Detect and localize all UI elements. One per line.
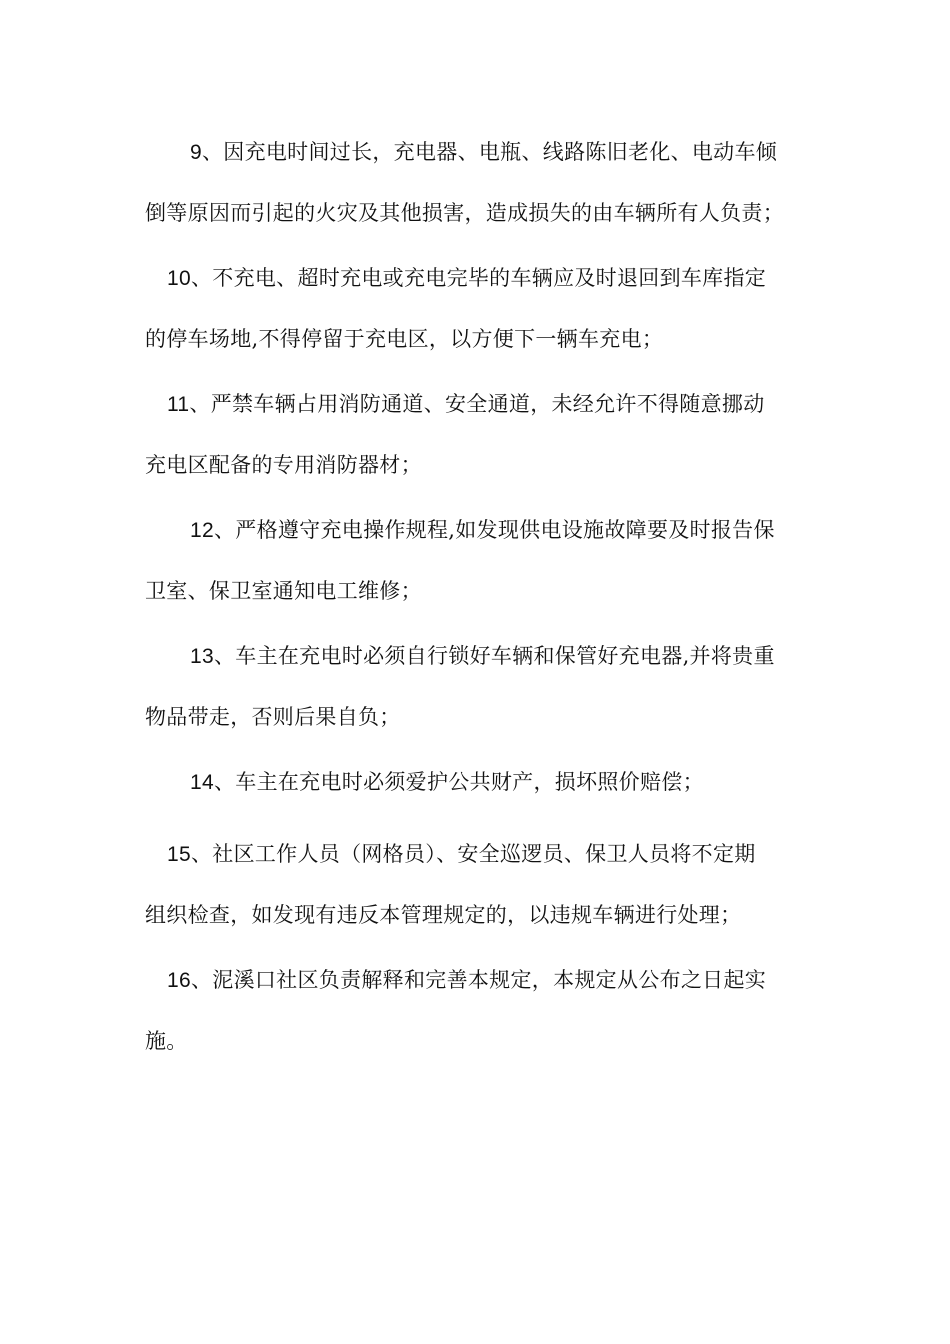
clause-first-line xyxy=(145,248,810,309)
clause-first-line xyxy=(145,626,810,687)
clause-continuation-line: 卫室、保卫室通知电工维修； xyxy=(145,579,422,603)
clause-continuation-line: 充电区配备的专用消防器材； xyxy=(145,453,422,477)
clause-text: 、因充电时间过长，充电器、电瓶、线路陈旧老化、电动车倾 xyxy=(201,140,778,164)
clause-first-line xyxy=(145,500,810,561)
clause-continuation-line: 的停车场地,不得停留于充电区，以方便下一辆车充电； xyxy=(145,327,664,351)
clause-number: 15 xyxy=(167,843,191,866)
clause-text: 、严禁车辆占用消防通道、安全通道，未经允许不得随意挪动 xyxy=(189,392,765,416)
clause-number: 9 xyxy=(190,141,202,164)
clause-number: 13 xyxy=(190,645,214,668)
clause-first-line xyxy=(145,824,810,885)
clause-first-line xyxy=(145,950,810,1011)
clause-text: 、严格遵守充电操作规程,如发现供电设施故障要及时报告保 xyxy=(213,518,775,542)
clause-text: 、泥溪口社区负责解释和完善本规定，本规定从公布之日起实 xyxy=(190,968,767,992)
clause-number: 16 xyxy=(167,969,191,992)
clause-12 xyxy=(145,500,810,622)
clause-text: 、不充电、超时充电或充电完毕的车辆应及时退回到车库指定 xyxy=(190,266,767,290)
clause-number: 10 xyxy=(167,267,191,290)
clause-10 xyxy=(145,248,810,370)
clause-number: 14 xyxy=(190,771,214,794)
clause-16 xyxy=(145,950,810,1072)
clause-continuation-line: 组织检查，如发现有违反本管理规定的，以违规车辆进行处理； xyxy=(145,903,742,927)
clause-13 xyxy=(145,626,810,748)
clause-text: 、社区工作人员（网格员）、安全巡逻员、保卫人员将不定期 xyxy=(190,842,756,866)
clause-text: 、车主在充电时必须自行锁好车辆和保管好充电器,并将贵重 xyxy=(213,644,775,668)
clause-number: 12 xyxy=(190,519,214,542)
clause-text: 、车主在充电时必须爱护公共财产，损坏照价赔偿； xyxy=(213,770,704,794)
clause-continuation-line: 倒等原因而引起的火灾及其他损害，造成损失的由车辆所有人负责； xyxy=(145,201,784,225)
clause-first-line xyxy=(145,752,810,813)
clause-14 xyxy=(145,752,810,813)
clause-continuation-line: 物品带走，否则后果自负； xyxy=(145,705,401,729)
clause-number: 11 xyxy=(167,393,190,416)
clause-first-line xyxy=(145,374,810,435)
clause-continuation-line: 施。 xyxy=(145,1029,188,1053)
clause-first-line xyxy=(145,122,810,183)
clause-15 xyxy=(145,824,810,946)
clause-11 xyxy=(145,374,810,496)
clause-9 xyxy=(145,122,810,244)
